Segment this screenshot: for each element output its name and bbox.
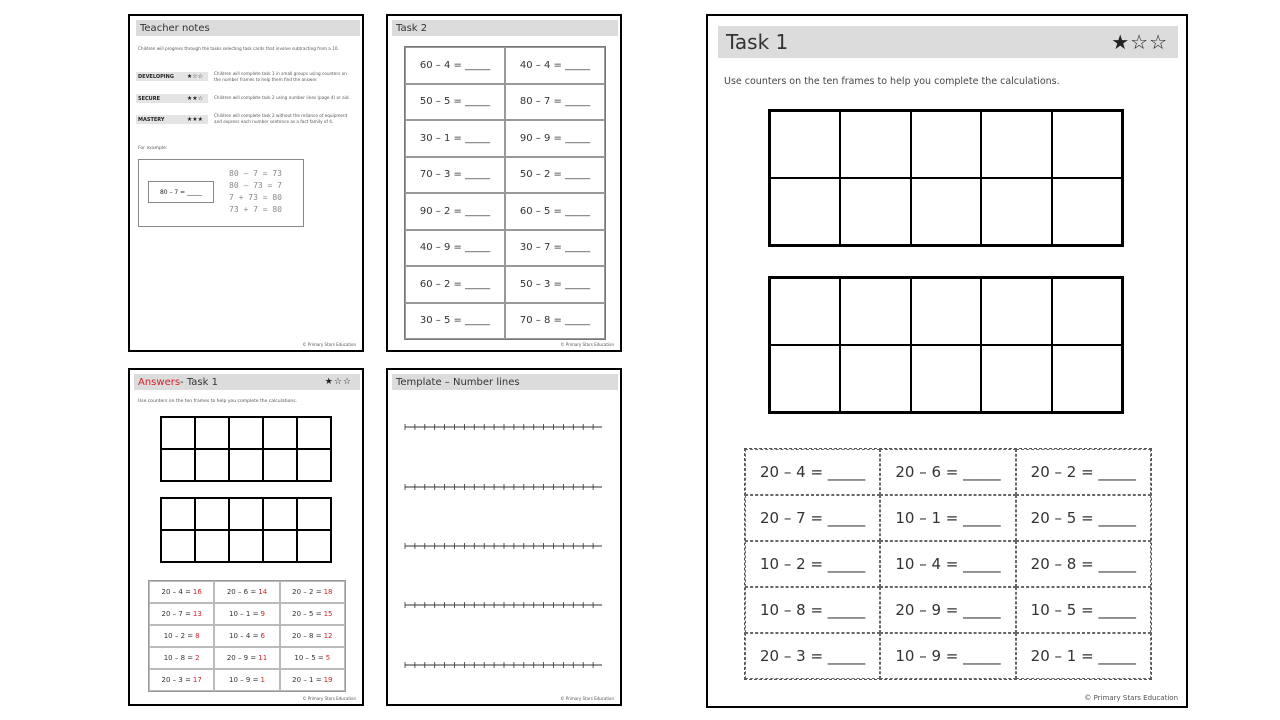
answer-cell <box>149 581 214 603</box>
answer-value: 5 <box>325 654 331 662</box>
question-cell: 80 – 7 = _____ <box>505 84 605 121</box>
example-box <box>138 159 304 227</box>
level-stars: ★☆☆ <box>182 72 208 81</box>
instruction-text: Use counters on the ten frames to help you complete the calculations. <box>138 399 297 404</box>
question-cell: 60 – 5 = _____ <box>505 193 605 230</box>
answer-cell <box>280 669 345 691</box>
question-cell: 10 – 9 = _____ <box>880 633 1015 679</box>
ten-frame <box>768 109 1124 247</box>
answer-cell <box>214 647 279 669</box>
answer-question: 10 – 2 = <box>163 632 194 640</box>
answer-question: 20 – 5 = <box>292 610 322 618</box>
teacher-notes-header <box>136 20 360 36</box>
template-header <box>392 374 618 390</box>
task2-page <box>386 14 622 352</box>
question-cell: 20 – 1 = _____ <box>1016 633 1151 679</box>
example-label: For example: <box>138 146 168 151</box>
answer-question: 10 – 1 = <box>229 610 259 618</box>
answer-cell <box>214 581 279 603</box>
difficulty-stars: ★☆☆ <box>324 377 352 387</box>
answer-question: 20 – 8 = <box>292 632 322 640</box>
fact-line: 80 – 73 = 7 <box>229 181 282 190</box>
answer-cell <box>149 669 214 691</box>
answer-question: 20 – 7 = <box>161 610 191 618</box>
question-cell: 70 – 8 = _____ <box>505 303 605 340</box>
level-developing: DEVELOPING <box>136 72 182 81</box>
answer-question: 20 – 3 = <box>161 676 191 684</box>
answer-cell <box>149 647 214 669</box>
answer-cell <box>280 647 345 669</box>
example-facts <box>229 168 282 216</box>
page-title: Task 1 <box>726 30 789 54</box>
footer: © Primary Stars Education <box>302 696 356 701</box>
question-cell: 10 – 8 = _____ <box>745 587 880 633</box>
question-cell: 30 – 5 = _____ <box>405 303 505 340</box>
answer-value: 2 <box>195 654 200 662</box>
level-secure: SECURE <box>136 94 182 103</box>
number-line <box>404 422 602 430</box>
answer-value: 8 <box>195 632 200 640</box>
footer: © Primary Stars Education <box>302 342 356 347</box>
question-cell: 20 – 3 = _____ <box>745 633 880 679</box>
answer-cell <box>149 625 214 647</box>
answer-value: 12 <box>323 632 333 640</box>
answer-question: 10 – 8 = <box>163 654 194 662</box>
question-cell: 10 – 1 = _____ <box>880 495 1015 541</box>
question-cell: 60 – 4 = _____ <box>405 47 505 84</box>
answer-cell <box>149 603 214 625</box>
question-cell: 50 – 2 = _____ <box>505 157 605 194</box>
question-cell: 30 – 7 = _____ <box>505 230 605 267</box>
answers-page <box>128 368 364 706</box>
page-title: Template – Number lines <box>396 376 520 388</box>
number-line <box>404 482 602 490</box>
ten-frame <box>160 497 332 563</box>
answer-cell <box>280 603 345 625</box>
question-cell: 10 – 2 = _____ <box>745 541 880 587</box>
answer-question: 20 – 1 = <box>292 676 322 684</box>
answer-question: 20 – 6 = <box>226 588 257 596</box>
level-stars: ★★☆ <box>182 94 208 103</box>
ten-frame <box>768 276 1124 414</box>
answer-question: 20 – 2 = <box>292 588 322 596</box>
question-cell: 50 – 3 = _____ <box>505 266 605 303</box>
question-cell: 30 – 1 = _____ <box>405 120 505 157</box>
question-cell: 90 – 9 = _____ <box>505 120 605 157</box>
question-cell: 20 – 4 = _____ <box>745 449 880 495</box>
question-cell: 20 – 2 = _____ <box>1016 449 1151 495</box>
answer-value: 1 <box>260 676 265 684</box>
question-cell: 10 – 5 = _____ <box>1016 587 1151 633</box>
answer-cell <box>214 669 279 691</box>
page-title: Task 2 <box>396 22 428 34</box>
question-cell: 60 – 2 = _____ <box>405 266 505 303</box>
level-mastery: MASTERY <box>136 115 182 124</box>
task1-header <box>718 26 1178 58</box>
question-cell: 90 – 2 = _____ <box>405 193 505 230</box>
fact-line: 7 + 73 = 80 <box>229 193 282 202</box>
answer-value: 16 <box>192 588 202 596</box>
answer-value: 19 <box>323 676 333 684</box>
answer-cell <box>280 581 345 603</box>
question-cell: 10 – 4 = _____ <box>880 541 1015 587</box>
answer-value: 17 <box>192 676 202 684</box>
answer-value: 14 <box>258 588 268 596</box>
level-description: Children will complete task 2 without the reliance of equipment and express each number sentence as a fact family of 4. <box>214 113 348 124</box>
number-line <box>404 660 602 668</box>
number-line <box>404 541 602 549</box>
teacher-notes-page <box>128 14 364 352</box>
task2-question-table <box>404 46 606 340</box>
level-stars: ★★★ <box>182 115 208 124</box>
question-cell: 20 – 7 = _____ <box>745 495 880 541</box>
fact-line: 80 – 7 = 73 <box>229 169 282 178</box>
answers-table <box>148 580 346 692</box>
question-cell: 20 – 9 = _____ <box>880 587 1015 633</box>
question-cell: 20 – 8 = _____ <box>1016 541 1151 587</box>
question-cell: 40 – 9 = _____ <box>405 230 505 267</box>
answer-question: 10 – 5 = <box>294 654 324 662</box>
number-line <box>404 600 602 608</box>
ten-frame <box>160 416 332 482</box>
answer-value: 6 <box>260 632 265 640</box>
answer-cell <box>214 625 279 647</box>
answer-value: 15 <box>323 610 333 618</box>
task1-page <box>706 14 1188 708</box>
level-description: Children will complete task 1 in small groups using counters on the number frames to help them find the answer. <box>214 71 347 82</box>
answer-value: 9 <box>260 610 265 618</box>
example-question: 80 – 7 = _____ <box>159 188 203 196</box>
answer-question: 10 – 4 = <box>229 632 259 640</box>
answer-cell <box>214 603 279 625</box>
answer-value: 18 <box>323 588 333 596</box>
answer-value: 13 <box>192 610 202 618</box>
task1-question-table <box>744 448 1152 680</box>
question-cell: 20 – 6 = _____ <box>880 449 1015 495</box>
footer: © Primary Stars Education <box>1084 694 1178 702</box>
page-title-task: - Task 1 <box>180 376 218 388</box>
answer-question: 20 – 4 = <box>161 588 191 596</box>
difficulty-stars: ★☆☆ <box>1111 30 1168 54</box>
answer-question: 10 – 9 = <box>229 676 259 684</box>
example-question-box <box>148 181 214 203</box>
question-cell: 40 – 4 = _____ <box>505 47 605 84</box>
answer-question: 20 – 9 = <box>226 654 257 662</box>
page-title-answers: Answers <box>138 376 181 388</box>
question-cell: 50 – 5 = _____ <box>405 84 505 121</box>
template-page <box>386 368 622 706</box>
task2-header <box>392 20 618 36</box>
level-description: Children will complete task 2 using number lines (page 4) or aid. <box>214 95 350 100</box>
page-title: Teacher notes <box>140 22 210 34</box>
instruction-text: Use counters on the ten frames to help you complete the calculations. <box>724 76 1060 87</box>
question-cell: 70 – 3 = _____ <box>405 157 505 194</box>
footer: © Primary Stars Education <box>560 342 614 347</box>
question-cell: 20 – 5 = _____ <box>1016 495 1151 541</box>
answer-cell <box>280 625 345 647</box>
answer-value: 11 <box>258 654 268 662</box>
footer: © Primary Stars Education <box>560 696 614 701</box>
fact-line: 73 + 7 = 80 <box>229 205 282 214</box>
intro-text: Children will progress through the tasks selecting task cards that involve subtracting from a 10. <box>138 46 339 51</box>
